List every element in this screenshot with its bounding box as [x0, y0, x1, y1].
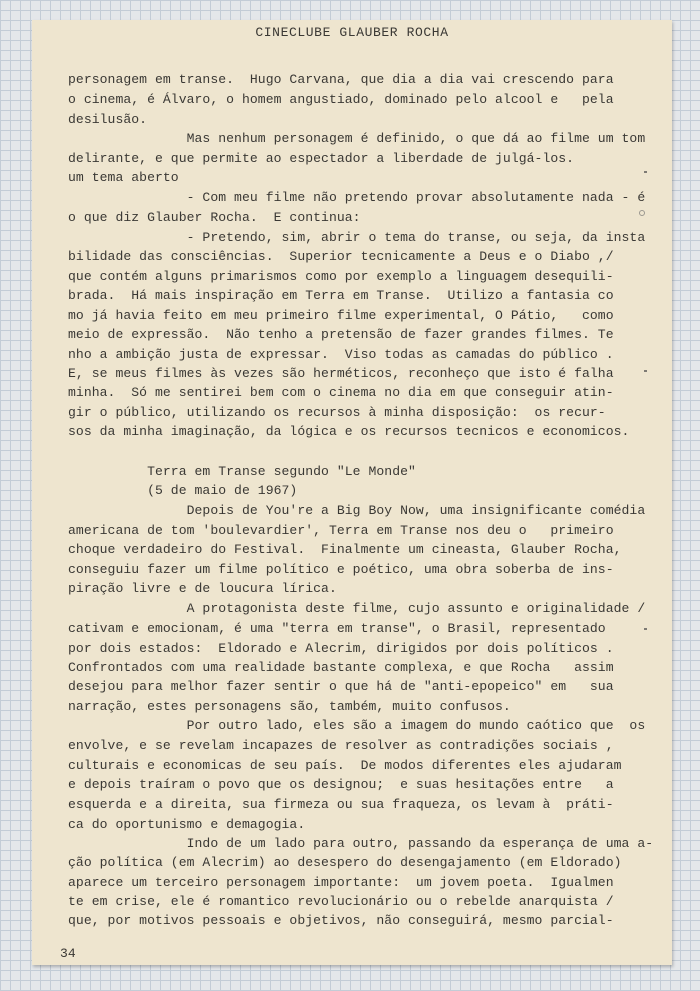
text-line: conseguiu fazer um filme político e poético, uma obra soberba de ins-: [68, 562, 614, 577]
text-line: brada. Há mais inspiração em Terra em Transe. Utilizo a fantasia co: [68, 288, 614, 303]
text-line: sos da minha imaginação, da lógica e os recursos tecnicos e economicos.: [68, 424, 630, 439]
text-line: ca do oportunismo e demagogia.: [68, 817, 306, 832]
text-line: gir o público, utilizando os recursos à minha disposição: os recur-: [68, 405, 606, 420]
page-header: CINECLUBE GLAUBER ROCHA: [255, 25, 449, 40]
text-line: personagem em transe. Hugo Carvana, que dia a dia vai crescendo para: [68, 72, 614, 87]
punch-hole-mark: [639, 210, 645, 216]
text-line: aparece um terceiro personagem importante: um jovem poeta. Igualmen: [68, 875, 614, 890]
text-line: culturais e economicas de seu país. De modos diferentes eles ajudaram: [68, 758, 622, 773]
text-line: te em crise, ele é romantico revolucionário ou o rebelde anarquista /: [68, 894, 614, 909]
text-line: narração, estes personagens são, também, muito confusos.: [68, 699, 511, 714]
margin-mark: [644, 171, 647, 173]
margin-mark: [644, 370, 647, 372]
typewritten-page: [32, 20, 672, 965]
text-line: envolve, e se revelam incapazes de resolver as contradições sociais ,: [68, 738, 614, 753]
text-line: Mas nenhum personagem é definido, o que dá ao filme um tom: [68, 131, 646, 146]
text-line: que, por motivos pessoais e objetivos, não conseguirá, mesmo parcial-: [68, 913, 614, 928]
text-line: o que diz Glauber Rocha. E continua:: [68, 210, 361, 225]
text-line: A protagonista deste filme, cujo assunto e originalidade /: [68, 601, 646, 616]
text-line: um tema aberto: [68, 170, 179, 185]
text-line: Depois de You're a Big Boy Now, uma insignificante comédia: [68, 503, 646, 518]
text-line: e depois traíram o povo que os designou; e suas hesitações entre a: [68, 777, 614, 792]
text-line: desilusão.: [68, 112, 148, 127]
text-line: Confrontados com uma realidade bastante complexa, e que Rocha assim: [68, 660, 614, 675]
text-line: mo já havia feito em meu primeiro filme experimental, O Pátio, como: [68, 308, 614, 323]
text-line: meio de expressão. Não tenho a pretensão de fazer grandes filmes. Te: [68, 327, 614, 342]
text-line: E, se meus filmes às vezes são herméticos, reconheço que isto é falha: [68, 366, 614, 381]
text-line: - Pretendo, sim, abrir o tema do transe, ou seja, da insta: [68, 230, 646, 245]
text-line: Indo de um lado para outro, passando da esperança de uma a-: [68, 836, 654, 851]
text-line: (5 de maio de 1967): [68, 483, 298, 498]
text-line: nho a ambição justa de expressar. Viso todas as camadas do público .: [68, 347, 614, 362]
text-line: americana de tom 'boulevardier', Terra em Transe nos deu o primeiro: [68, 523, 614, 538]
margin-mark: [644, 628, 647, 630]
page-number: 34: [60, 946, 76, 961]
text-line: delirante, e que permite ao espectador a liberdade de julgá-los.: [68, 151, 575, 166]
text-line: Por outro lado, eles são a imagem do mundo caótico que os: [68, 718, 646, 733]
text-line: que contém alguns primarismos como por exemplo a linguagem desequili-: [68, 269, 614, 284]
text-line: Terra em Transe segundo "Le Monde": [68, 464, 416, 479]
text-line: minha. Só me sentirei bem com o cinema no dia em que conseguir atin-: [68, 385, 614, 400]
text-line: desejou para melhor fazer sentir o que há de "anti-epopeico" em sua: [68, 679, 614, 694]
text-line: o cinema, é Álvaro, o homem angustiado, dominado pelo alcool e pela: [68, 92, 614, 107]
text-line: choque verdadeiro do Festival. Finalmente um cineasta, Glauber Rocha,: [68, 542, 622, 557]
text-line: piração livre e de loucura lírica.: [68, 581, 337, 596]
text-line: bilidade das consciências. Superior tecnicamente a Deus e o Diabo ,/: [68, 249, 614, 264]
text-line: por dois estados: Eldorado e Alecrim, dirigidos por dois políticos .: [68, 641, 614, 656]
text-line: cativam e emocionam, é uma "terra em transe", o Brasil, representado: [68, 621, 606, 636]
text-line: - Com meu filme não pretendo provar absolutamente nada - é: [68, 190, 646, 205]
text-line: ção política (em Alecrim) ao desespero do desengajamento (em Eldorado): [68, 855, 622, 870]
text-line: esquerda e a direita, sua firmeza ou sua fraqueza, os levam à práti-: [68, 797, 614, 812]
